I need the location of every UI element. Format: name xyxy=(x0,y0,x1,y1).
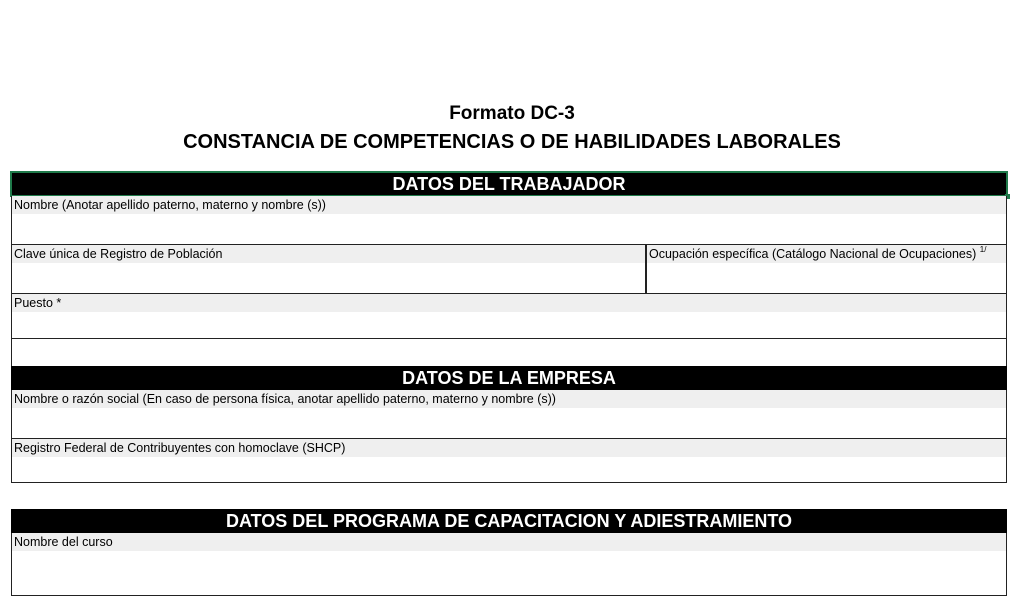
section-band-programa: DATOS DEL PROGRAMA DE CAPACITACION Y ADIESTRAMIENTO xyxy=(11,509,1007,533)
ocupacion-label-text: Ocupación específica (Catálogo Nacional de Ocupaciones) xyxy=(649,247,977,261)
field-rfc[interactable] xyxy=(11,439,1007,483)
field-label: Nombre (Anotar apellido paterno, materno y nombre (s)) xyxy=(12,196,1006,214)
field-nombre-curso[interactable] xyxy=(11,533,1007,596)
field-label: Nombre o razón social (En caso de persona física, anotar apellido paterno, materno y nombre (s)) xyxy=(12,390,1006,408)
field-razon-social[interactable] xyxy=(11,390,1007,439)
footnote-ref: 1/ xyxy=(979,245,987,254)
document-title: CONSTANCIA DE COMPETENCIAS O DE HABILIDADES LABORALES xyxy=(183,131,841,153)
section-band-empresa: DATOS DE LA EMPRESA xyxy=(11,366,1007,390)
field-nombre-trabajador[interactable] xyxy=(11,196,1007,245)
divider xyxy=(11,339,12,366)
divider xyxy=(1006,339,1007,366)
field-label: Puesto * xyxy=(12,294,1006,312)
section-band-trabajador[interactable]: DATOS DEL TRABAJADOR xyxy=(11,172,1007,196)
field-label xyxy=(647,245,1006,263)
field-label: Clave única de Registro de Población xyxy=(12,245,645,263)
format-code: Formato DC-3 xyxy=(449,103,575,124)
field-curp[interactable] xyxy=(11,245,646,294)
field-ocupacion[interactable] xyxy=(646,245,1007,294)
field-puesto[interactable] xyxy=(11,294,1007,339)
field-label: Nombre del curso xyxy=(12,533,1006,551)
field-label: Registro Federal de Contribuyentes con homoclave (SHCP) xyxy=(12,439,1006,457)
